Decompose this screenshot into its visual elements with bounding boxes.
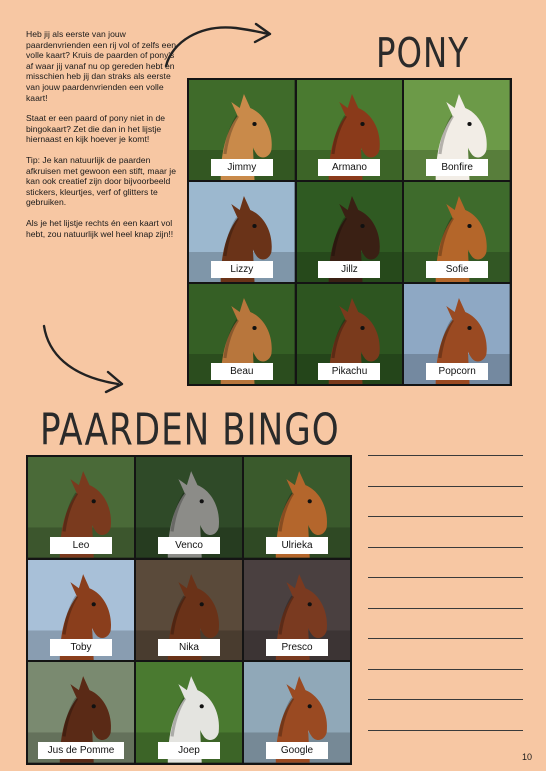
pony-bingo-card: [187, 78, 512, 386]
pony-bingo-cell[interactable]: [189, 182, 295, 282]
list-line[interactable]: [368, 669, 523, 670]
paarden-bingo-card: [26, 455, 352, 765]
horse-name-label: Lizzy: [211, 261, 273, 278]
horse-name-label: Jillz: [318, 261, 380, 278]
horse-name-label: Nika: [158, 639, 220, 656]
horse-name-label: Pikachu: [318, 363, 380, 380]
pony-bingo-cell[interactable]: [404, 182, 510, 282]
paarden-bingo-cell[interactable]: [136, 560, 242, 661]
arrow-bottom-icon: [38, 322, 130, 396]
list-line[interactable]: [368, 516, 523, 517]
arrow-top-icon: [160, 14, 276, 70]
pony-bingo-cell[interactable]: [297, 182, 403, 282]
horse-name-label: Beau: [211, 363, 273, 380]
paarden-bingo-cell[interactable]: [136, 457, 242, 558]
pony-bingo-cell[interactable]: [189, 284, 295, 384]
list-line[interactable]: [368, 608, 523, 609]
paarden-bingo-cell[interactable]: [136, 662, 242, 763]
paarden-bingo-title: PAARDEN BINGO: [40, 404, 340, 455]
horse-name-label: Armano: [318, 159, 380, 176]
paarden-bingo-cell[interactable]: [244, 457, 350, 558]
pony-bingo-cell[interactable]: [189, 80, 295, 180]
horse-name-label: Presco: [266, 639, 328, 656]
horse-name-label: Joep: [158, 742, 220, 759]
list-line[interactable]: [368, 699, 523, 700]
paarden-bingo-cell[interactable]: [28, 457, 134, 558]
horse-name-label: Google: [266, 742, 328, 759]
intro-paragraph-4: Als je het lijstje rechts én een kaart vol hebt, zou natuurlijk wel heel knap zijn!!: [26, 217, 174, 239]
list-line[interactable]: [368, 577, 523, 578]
intro-paragraph-3: Tip: Je kan natuurlijk de paarden afkruisen met gewoon een stift, maar je kan ook creatief zijn door bijvoorbeeld stickers, kleurtjes, verf of glitters te gebruiken.: [26, 154, 176, 208]
horse-name-label: Leo: [50, 537, 112, 554]
paarden-bingo-cell[interactable]: [28, 560, 134, 661]
pony-bingo-cell[interactable]: [297, 284, 403, 384]
horse-name-label: Popcorn: [426, 363, 488, 380]
pony-bingo-cell[interactable]: [404, 80, 510, 180]
list-line[interactable]: [368, 455, 523, 456]
intro-paragraph-1: Heb jij als eerste van jouw paardenvrienden een rij vol of zelfs een volle kaart? Kruis de paarden of pony's af waar jij vanaf nu op gereden hebt en misschien heb jij dan straks als eerste van jouw paardenvrienden een volle kaart!: [26, 29, 177, 103]
list-line[interactable]: [368, 547, 523, 548]
horse-name-label: Sofie: [426, 261, 488, 278]
horse-name-label: Jimmy: [211, 159, 273, 176]
extra-horses-list: [368, 445, 523, 760]
horse-name-label: Venco: [158, 537, 220, 554]
pony-bingo-title: PONY: [376, 30, 470, 78]
list-line[interactable]: [368, 638, 523, 639]
horse-name-label: Jus de Pomme: [38, 742, 124, 759]
paarden-bingo-cell[interactable]: [28, 662, 134, 763]
intro-text: [26, 29, 176, 249]
list-line[interactable]: [368, 486, 523, 487]
pony-bingo-cell[interactable]: [404, 284, 510, 384]
intro-paragraph-2: Staat er een paard of pony niet in de bingokaart? Zet die dan in het lijstje hiernaast en kijk hoever je komt!: [26, 113, 166, 145]
paarden-bingo-cell[interactable]: [244, 560, 350, 661]
horse-name-label: Toby: [50, 639, 112, 656]
pony-bingo-cell[interactable]: [297, 80, 403, 180]
page-number: 10: [521, 752, 532, 762]
list-line[interactable]: [368, 730, 523, 731]
horse-name-label: Bonfire: [426, 159, 488, 176]
paarden-bingo-cell[interactable]: [244, 662, 350, 763]
horse-name-label: Ulrieka: [266, 537, 328, 554]
